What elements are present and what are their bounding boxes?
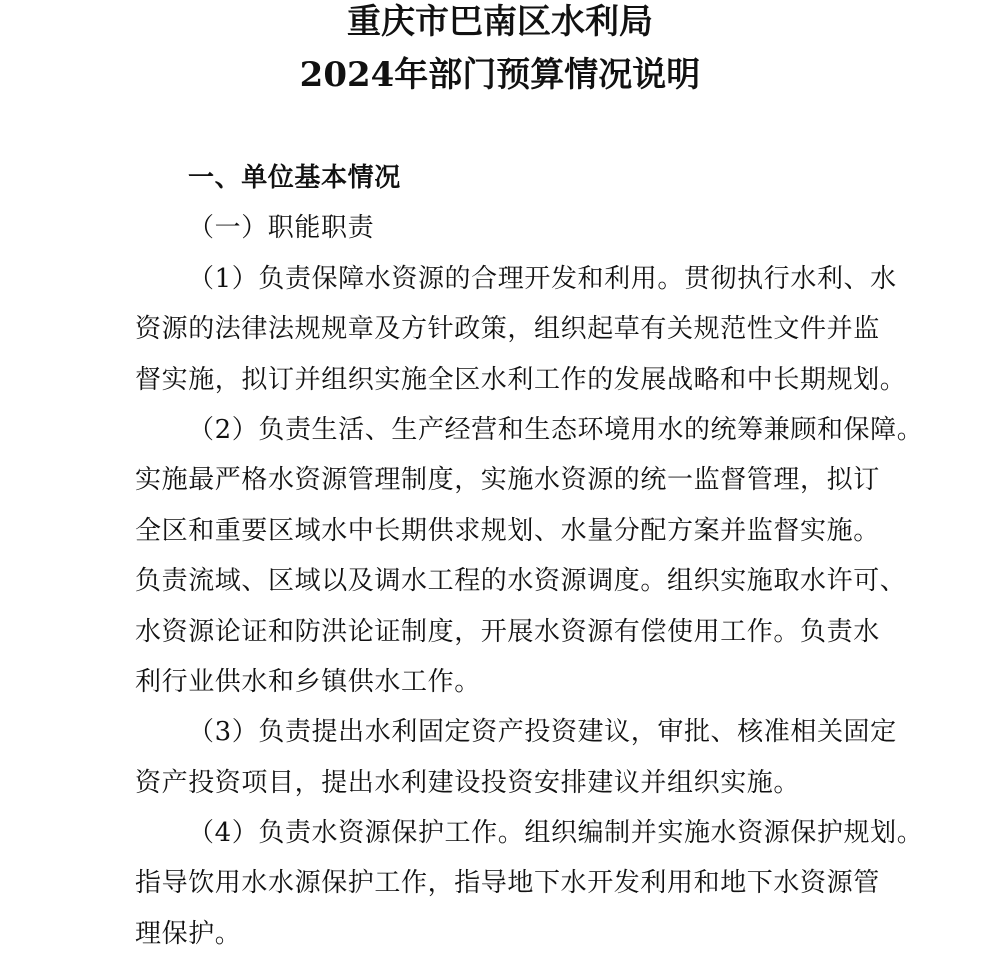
document-title-line-1: 重庆市巴南区水利局 [347, 2, 653, 42]
paragraph-line: （1）负责保障水资源的合理开发和利用。贯彻执行水利、水 [188, 263, 897, 294]
paragraph-line: 指导饮用水水源保护工作，指导地下水开发利用和地下水资源管 [135, 868, 880, 899]
paragraph-line: 资产投资项目，提出水利建设投资安排建议并组织实施。 [135, 767, 801, 798]
paragraph-line: 负责流域、区域以及调水工程的水资源调度。组织实施取水许可、 [135, 566, 907, 597]
paragraph-line: 督实施，拟订并组织实施全区水利工作的发展战略和中长期规划。 [135, 364, 907, 395]
paragraph-line: 利行业供水和乡镇供水工作。 [135, 666, 481, 697]
paragraph-line: （3）负责提出水利固定资产投资建议，审批、核准相关固定 [188, 717, 897, 748]
paragraph-line: 资源的法律法规规章及方针政策，组织起草有关规范性文件并监 [135, 314, 880, 345]
paragraph-line: （2）负责生活、生产经营和生态环境用水的统筹兼顾和保障。 [188, 414, 924, 445]
section-heading: 一、单位基本情况 [188, 163, 401, 193]
paragraph-line: 理保护。 [135, 918, 242, 949]
paragraph-line: 水资源论证和防洪论证制度，开展水资源有偿使用工作。负责水 [135, 616, 880, 647]
document-body [135, 153, 924, 959]
paragraph-line: 全区和重要区域水中长期供求规划、水量分配方案并监督实施。 [135, 515, 880, 546]
subsection-heading: （一）职能职责 [188, 213, 375, 244]
paragraph-line: （4）负责水资源保护工作。组织编制并实施水资源保护规划。 [188, 818, 924, 849]
paragraph-line: 实施最严格水资源管理制度，实施水资源的统一监督管理，拟订 [135, 465, 880, 496]
document-title-line-2: 2024年部门预算情况说明 [299, 55, 701, 95]
paragraph-lines [135, 254, 924, 959]
